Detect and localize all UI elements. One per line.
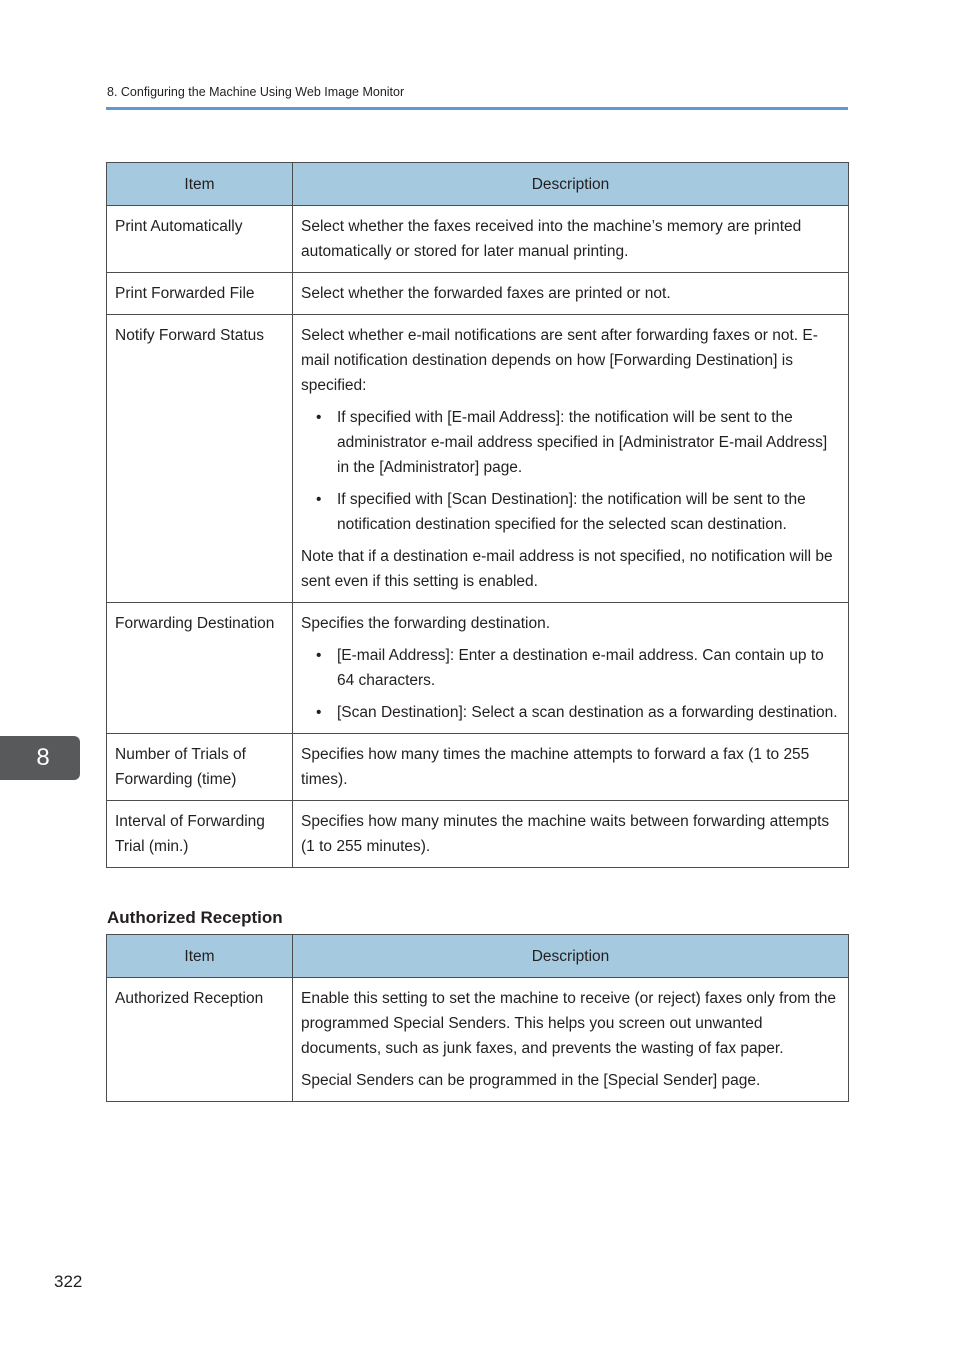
- column-header-item: Item: [107, 935, 293, 978]
- item-cell: Print Forwarded File: [107, 273, 293, 315]
- description-intro: Specifies the forwarding destination.: [301, 615, 551, 632]
- table-row: [107, 315, 849, 603]
- bullet-icon: •: [316, 409, 322, 426]
- description-intro: Select whether e-mail notifications are sent after forwarding faxes or not. E-mail notification destination depends on how [Forwarding Destination] is specified:: [301, 327, 818, 394]
- table-header-row: [107, 163, 849, 206]
- description-cell: [293, 978, 849, 1102]
- bullet-icon: •: [316, 491, 322, 508]
- table-row: [107, 273, 849, 315]
- item-cell: Forwarding Destination: [107, 603, 293, 734]
- bullet-list: [301, 643, 840, 725]
- bullet-item: [301, 643, 840, 693]
- bullet-icon: •: [316, 704, 322, 721]
- header-rule: [106, 107, 848, 110]
- table-row: [107, 978, 849, 1102]
- bullet-icon: •: [316, 647, 322, 664]
- column-header-item: Item: [107, 163, 293, 206]
- table-row: [107, 603, 849, 734]
- column-header-description: Description: [293, 163, 849, 206]
- description-note: Note that if a destination e-mail address is not specified, no notification will be sent even if this setting is enabled.: [301, 548, 833, 590]
- column-header-description: Description: [293, 935, 849, 978]
- table-row: [107, 801, 849, 868]
- bullet-text: [Scan Destination]: Select a scan destination as a forwarding destination.: [337, 704, 838, 721]
- item-cell: Notify Forward Status: [107, 315, 293, 603]
- description-note: Special Senders can be programmed in the [Special Sender] page.: [301, 1072, 761, 1089]
- description-cell: [293, 603, 849, 734]
- chapter-tab: 8: [0, 736, 80, 780]
- bullet-text: If specified with [E-mail Address]: the notification will be sent to the administrator e-mail address specified in [Administrator E-mail Address] in the [Administrator] page.: [337, 409, 828, 476]
- bullet-text: If specified with [Scan Destination]: the notification will be sent to the notification destination specified for the selected scan destination.: [337, 491, 806, 533]
- item-cell: Interval of Forwarding Trial (min.): [107, 801, 293, 868]
- section-title: Authorized Reception: [107, 908, 283, 927]
- bullet-item: [301, 405, 840, 480]
- description-cell: Specifies how many minutes the machine waits between forwarding attempts (1 to 255 minutes).: [293, 801, 849, 868]
- item-cell: Number of Trials of Forwarding (time): [107, 734, 293, 801]
- description-cell: [293, 315, 849, 603]
- description-cell: Select whether the faxes received into the machine’s memory are printed automatically or stored for later manual printing.: [293, 206, 849, 273]
- bullet-list: [301, 405, 840, 537]
- page-number: 322: [54, 1272, 83, 1291]
- description-cell: Select whether the forwarded faxes are printed or not.: [293, 273, 849, 315]
- table-header-row: [107, 935, 849, 978]
- bullet-item: [301, 487, 840, 537]
- item-cell: Authorized Reception: [107, 978, 293, 1102]
- description-cell: Specifies how many times the machine attempts to forward a fax (1 to 255 times).: [293, 734, 849, 801]
- settings-table: [106, 162, 849, 868]
- item-cell: Print Automatically: [107, 206, 293, 273]
- running-header-title: 8. Configuring the Machine Using Web Image Monitor: [107, 85, 405, 99]
- description-text: Enable this setting to set the machine to receive (or reject) faxes only from the programmed Special Senders. This helps you screen out unwanted documents, such as junk faxes, and prevents the wasting of fax paper.: [301, 990, 837, 1057]
- authorized-reception-table: [106, 934, 849, 1102]
- bullet-text: [E-mail Address]: Enter a destination e-mail address. Can contain up to 64 characters.: [337, 647, 824, 689]
- table-row: [107, 206, 849, 273]
- bullet-item: [301, 700, 840, 725]
- table-row: [107, 734, 849, 801]
